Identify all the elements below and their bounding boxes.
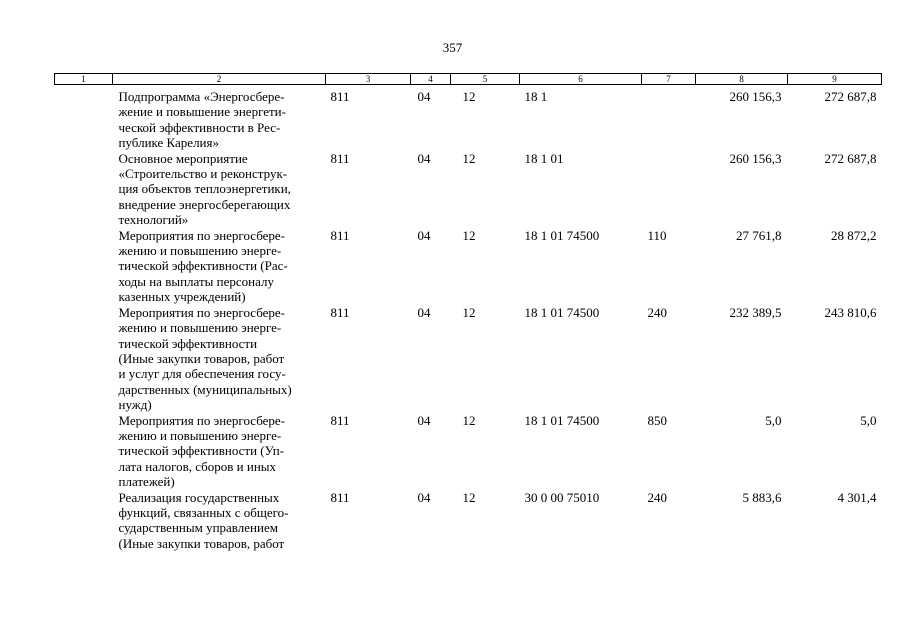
cell-amount-9: 28 872,2 [831, 227, 877, 243]
cell-ministry-code: 811 [330, 489, 350, 505]
name-line: лата налогов, сборов и иных [118, 458, 277, 474]
cell-ministry-code: 811 [330, 150, 350, 166]
cell-expense-type: 240 [647, 489, 667, 505]
name-line: и услуг для обеспечения госу- [118, 366, 286, 382]
cell-number [55, 151, 113, 228]
name-line: сударственным управлением [118, 520, 278, 536]
cell-number [55, 228, 113, 305]
cell-amount-8: 260 156,3 [729, 89, 782, 104]
name-line: ческой эффективности в Рес- [118, 119, 281, 135]
column-header-3: 3 [326, 74, 411, 85]
cell-expense-type: 850 [647, 412, 667, 428]
cell-number [55, 305, 113, 413]
name-line: жению и повышению энерге- [118, 243, 282, 259]
column-header-8: 8 [696, 74, 788, 85]
table-row [55, 305, 882, 413]
column-header-1: 1 [55, 74, 113, 85]
cell-amount-8: 5 883,6 [742, 489, 782, 505]
cell-section-code: 04 [417, 150, 431, 166]
cell-ministry-code: 811 [330, 227, 350, 243]
cell-expense-type: 110 [647, 227, 667, 243]
name-line: тической эффективности [118, 335, 258, 351]
cell-amount-8: 232 389,5 [729, 304, 782, 320]
cell-section-code: 04 [417, 489, 431, 505]
cell-name [113, 151, 326, 228]
cell-ministry-code: 811 [330, 412, 350, 428]
table-header-row [55, 74, 882, 85]
cell-subsection-code: 12 [462, 304, 476, 320]
name-line: Мероприятия по энергосбере- [118, 304, 286, 320]
column-header-9: 9 [788, 74, 882, 85]
cell-amount-8: 260 156,3 [729, 150, 782, 166]
name-line: функций, связанных с общего- [118, 504, 289, 520]
name-line: Основное мероприятие [118, 150, 248, 166]
name-line: внедрение энергосберегающих [118, 196, 291, 212]
name-line: казенных учреждений) [118, 289, 246, 305]
cell-number [55, 490, 113, 552]
name-line: (Иные закупки товаров, работ [118, 535, 285, 551]
cell-name [113, 490, 326, 552]
name-line: Мероприятия по энергосбере- [118, 227, 286, 243]
cell-subsection-code: 12 [462, 150, 476, 166]
cell-amount-9: 272 687,8 [824, 89, 877, 104]
cell-amount-9: 272 687,8 [824, 150, 877, 166]
cell-section-code: 04 [417, 412, 431, 428]
cell-name [113, 305, 326, 413]
table-row [55, 85, 882, 151]
cell-ministry-code: 811 [330, 89, 350, 104]
name-line: Мероприятия по энергосбере- [118, 412, 286, 428]
cell-ministry-code: 811 [330, 304, 350, 320]
name-line: Подпрограмма «Энергосбере- [118, 89, 285, 104]
name-line: Реализация государственных [118, 489, 280, 505]
cell-target-article: 18 1 01 74500 [524, 304, 600, 320]
cell-number [55, 413, 113, 490]
column-header-6: 6 [520, 74, 642, 85]
cell-amount-9: 4 301,4 [837, 489, 877, 505]
table-row [55, 151, 882, 228]
column-header-4: 4 [411, 74, 451, 85]
name-line: (Иные закупки товаров, работ [118, 350, 285, 366]
cell-target-article: 18 1 01 [524, 150, 564, 166]
cell-amount-9: 5,0 [860, 412, 877, 428]
cell-subsection-code: 12 [462, 227, 476, 243]
name-line: публике Карелия» [118, 135, 219, 151]
page-number: 357 [442, 40, 463, 55]
cell-expense-type [642, 151, 696, 228]
budget-table [54, 73, 882, 551]
name-line: платежей) [118, 474, 175, 490]
cell-subsection-code: 12 [462, 489, 476, 505]
cell-number [55, 85, 113, 151]
name-line: тической эффективности (Уп- [118, 443, 284, 459]
cell-target-article: 18 1 01 74500 [524, 227, 600, 243]
cell-subsection-code: 12 [462, 412, 476, 428]
cell-subsection-code: 12 [462, 89, 476, 104]
cell-expense-type: 240 [647, 304, 667, 320]
cell-expense-type [642, 85, 696, 151]
name-line: ция объектов теплоэнергетики, [118, 181, 291, 197]
table-row [55, 490, 882, 552]
cell-name [113, 228, 326, 305]
cell-section-code: 04 [417, 227, 431, 243]
table-row [55, 228, 882, 305]
cell-target-article: 30 0 00 75010 [524, 489, 600, 505]
cell-target-article: 18 1 [524, 89, 548, 104]
cell-target-article: 18 1 01 74500 [524, 412, 600, 428]
name-line: технологий» [118, 212, 189, 228]
name-line: дарственных (муниципальных) [118, 381, 292, 397]
name-line: жению и повышению энерге- [118, 427, 282, 443]
cell-name [113, 85, 326, 151]
name-line: нужд) [118, 397, 152, 413]
cell-name [113, 413, 326, 490]
cell-amount-8: 5,0 [765, 412, 782, 428]
cell-section-code: 04 [417, 304, 431, 320]
cell-section-code: 04 [417, 89, 431, 104]
cell-amount-8: 27 761,8 [736, 227, 782, 243]
column-header-2: 2 [113, 74, 326, 85]
column-header-5: 5 [451, 74, 520, 85]
table-row [55, 413, 882, 490]
name-line: жение и повышение энергети- [118, 104, 286, 120]
column-header-7: 7 [642, 74, 696, 85]
cell-amount-9: 243 810,6 [824, 304, 877, 320]
name-line: ходы на выплаты персоналу [118, 273, 274, 289]
name-line: «Строительство и реконструк- [118, 166, 288, 182]
name-line: жению и повышению энерге- [118, 320, 282, 336]
name-line: тической эффективности (Рас- [118, 258, 288, 274]
